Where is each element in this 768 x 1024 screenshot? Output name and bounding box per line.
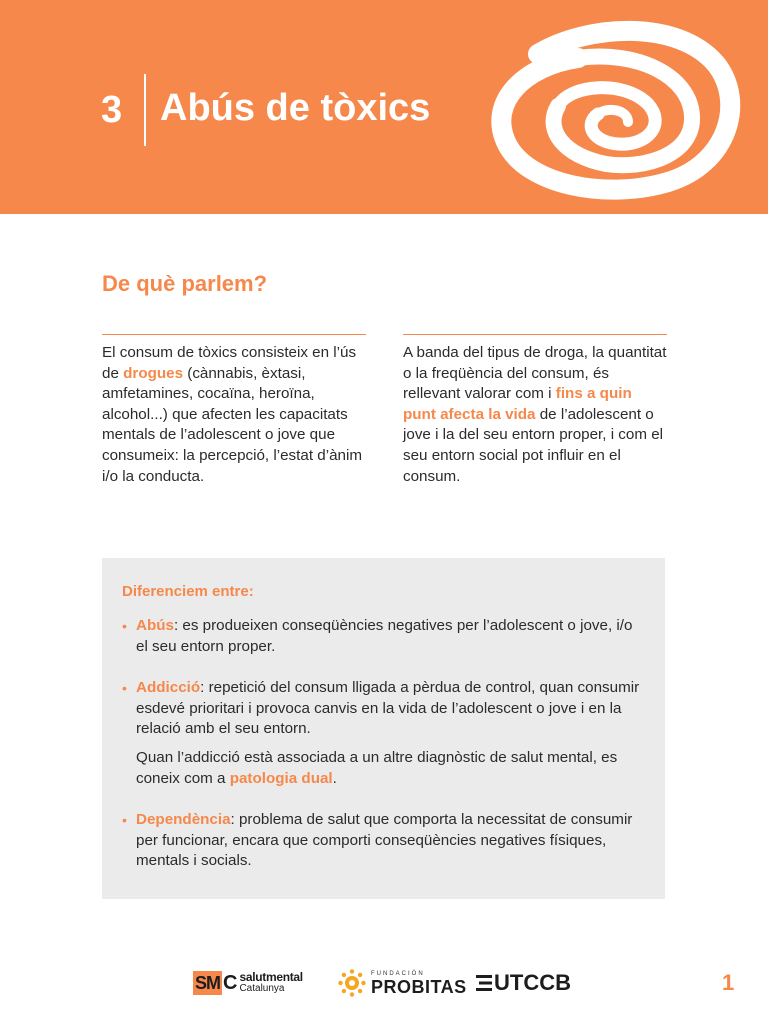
page-footer (0, 960, 768, 1010)
note-text-end: . (332, 769, 337, 787)
page-number: 1 (722, 970, 735, 995)
bullet-icon: • (122, 680, 127, 697)
definition-text: : repetició del consum lligada a pèrdua de control, quan consumir esdevé prioritari i provoca canvis en la vida de l’adolescent o jove i en la relació amb el seu entorn. (136, 679, 640, 738)
bullet-icon: • (122, 812, 127, 829)
sun-icon (338, 969, 366, 997)
definitions-box (102, 558, 665, 899)
page-header (0, 0, 768, 214)
right-text-start: A banda del tipus de droga, la quantitat o la freqüència del consum, és rellevant valorar com i (403, 344, 667, 403)
smc-logo-c: C (223, 972, 238, 994)
right-highlight: fins a quin punt afecta la vida (403, 385, 632, 423)
chapter-number: 3 (101, 89, 123, 131)
probitas-logo-text (371, 970, 467, 997)
section-title: De què parlem? (102, 271, 268, 296)
definition-term: Abús (136, 617, 174, 634)
swirl-icon (478, 14, 758, 214)
note-text-start: Quan l’addicció està associada a un altre diagnòstic de salut mental, es coneix com a (136, 748, 618, 787)
definition-item-abus (122, 616, 645, 657)
intro-column-left (102, 334, 366, 487)
bullet-icon: • (122, 618, 127, 634)
note-highlight: patologia dual (229, 769, 333, 787)
definition-term: Addicció (136, 679, 201, 697)
smc-logo-box: SM (195, 973, 220, 993)
chapter-divider (144, 74, 146, 146)
dual-pathology-note (122, 748, 645, 789)
definition-term: Dependència (136, 811, 231, 829)
definition-text: : es produeixen conseqüències negatives per l’adolescent o jove, i/o el seu entorn proper. (136, 617, 633, 655)
utccb-logo-text: UTCCB (494, 970, 571, 995)
definition-item-dependencia (122, 810, 645, 872)
smc-logo-text (239, 972, 302, 994)
smc-logo (193, 969, 303, 997)
probitas-logo (338, 968, 467, 998)
probitas-logo-big: PROBITAS (371, 976, 467, 997)
smc-logo-line1: salutmental (239, 970, 303, 984)
intro-column-right (403, 334, 667, 487)
left-text-start: El consum de tòxics consisteix en l’ús de (102, 344, 357, 382)
left-text-end: (cànnabis, èxtasi, amfetamines, cocaïna, heroïna, alcohol...) que afecten les capacitats mentals de l’adolescent o jove que consumeix: la percepció, l’estat d’ànim i/o la conducta. (102, 364, 362, 485)
smc-logo-line2: Catalunya (239, 983, 285, 994)
right-text-end: de l’adolescent o jove i la del seu entorn proper, i com el seu entorn social pot influir en el consum. (403, 405, 664, 485)
left-highlight: drogues (123, 364, 184, 382)
definition-item-addiccio (122, 678, 645, 740)
probitas-logo-small: FUNDACIÓN (371, 970, 425, 977)
chapter-title: Abús de tòxics (160, 87, 431, 129)
utccb-icon (476, 974, 492, 992)
box-title: Diferenciem entre: (122, 583, 254, 600)
definition-text: : problema de salut que comporta la necessitat de consumir per funcionar, encara que comporti conseqüències negatives físiques, mentals i socials. (136, 811, 633, 870)
utccb-logo (476, 970, 571, 996)
